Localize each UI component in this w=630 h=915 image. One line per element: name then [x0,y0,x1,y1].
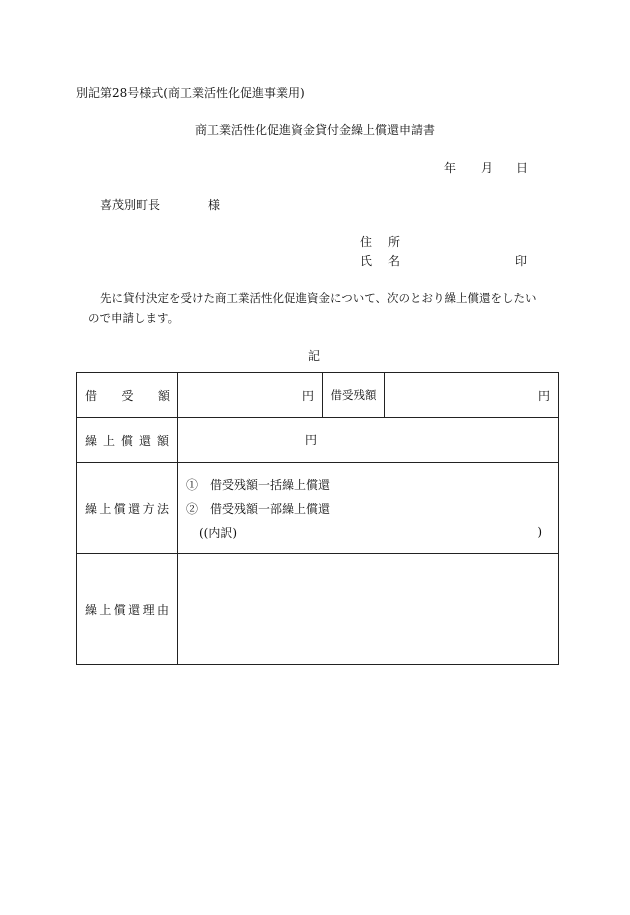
reason-char-5: 理 [142,602,155,617]
addressee-honorific: 様 [208,198,221,212]
address-label [360,235,417,249]
borrowed-yen-unit: 円 [301,388,314,403]
repay-amount-char-2: 上 [102,433,115,448]
body-line-1: 先に貸付決定を受けた商工業活性化促進資金について、次のとおり繰上償還をしたい [100,291,537,305]
method-char-6: 法 [156,501,169,516]
borrowed-label-char-2: 受 [121,388,134,403]
repay-yen-unit: 円 [305,433,318,447]
method-option-2-text: ② 借受残額一部繰上償還 [186,501,331,516]
reason-char-2: 上 [99,602,112,617]
application-table [76,372,559,665]
repay-amount-label-cell [77,418,178,463]
addressee-name: 喜茂別町長 [100,198,161,212]
method-char-4: 還 [128,501,141,516]
repay-amount-char-1: 繰 [85,433,98,448]
table-row-borrowed [77,373,559,418]
table-row-reason [77,554,559,665]
method-label [77,500,177,517]
seal-mark: 印 [515,254,528,268]
balance-label-cell [323,373,385,418]
date-year: 年 [444,161,457,175]
repay-amount-label [77,432,177,449]
borrowed-label-char-3: 額 [157,388,170,403]
borrowed-label [77,387,177,404]
repay-amount-char-4: 還 [138,433,151,448]
repay-amount-field[interactable] [178,418,559,463]
method-char-1: 繰 [85,501,98,516]
document-title: 商工業活性化促進資金貸付金繰上償還申請書 [195,123,436,137]
balance-yen-unit: 円 [537,388,550,403]
method-char-5: 方 [142,501,155,516]
reason-field[interactable] [178,554,559,665]
date-month: 月 [481,161,494,175]
reason-label [77,601,177,618]
note-heading: 記 [308,349,321,363]
method-field [178,463,559,554]
borrowed-amount-field[interactable] [178,373,323,418]
reason-label-cell [77,554,178,665]
address-label-text: 住所 [360,235,417,249]
repay-amount-char-3: 償 [120,433,133,448]
borrowed-label-cell [77,373,178,418]
name-label: 氏名 [360,254,417,268]
table-row-repay-amount [77,418,559,463]
breakdown-close: ) [537,525,542,539]
table-row-method [77,463,559,554]
breakdown-line[interactable] [186,520,550,544]
borrowed-label-char-1: 借 [85,388,98,403]
method-option-1[interactable] [186,472,550,496]
reason-char-3: 償 [113,602,126,617]
method-char-2: 上 [99,501,112,516]
balance-amount-field[interactable] [385,373,559,418]
method-char-3: 償 [113,501,126,516]
reason-char-1: 繰 [85,602,98,617]
repay-amount-char-5: 額 [156,433,169,448]
balance-label: 借受残額 [330,388,377,402]
method-option-1-text: ① 借受残額一括繰上償還 [186,477,331,492]
method-label-cell [77,463,178,554]
reason-char-6: 由 [156,602,169,617]
method-option-2[interactable] [186,496,550,520]
body-line-2: ので申請します。 [88,311,180,325]
form-number: 別記第28号様式(商工業活性化促進事業用) [76,86,305,100]
breakdown-open: ((内訳) [199,525,238,540]
reason-char-4: 還 [128,602,141,617]
date-day: 日 [516,161,529,175]
